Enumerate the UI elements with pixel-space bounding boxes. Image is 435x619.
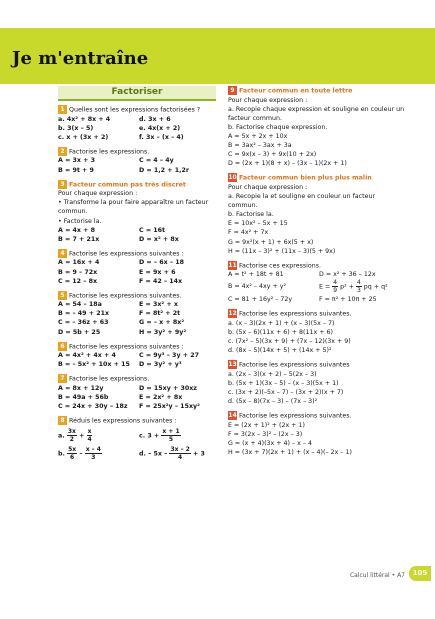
expression: e. 4x(x + 2) [139,124,181,132]
expression: E = 3x² + x [139,301,178,309]
expression: C = 9y³ – 3y + 27 [139,352,199,360]
expression: A = t² + 18t + 81 [228,271,284,279]
instruction: Pour chaque expression : [58,190,138,198]
instruction: b. Factorise chaque expression. [228,123,328,131]
expression: B = 3ax² – 3ax + 3a [228,142,292,150]
expression: F = 8t² + 2t [139,310,181,318]
expression: b. (5x – 6)(11x + 6) + 8(11x + 6) [228,329,333,337]
expression: A = 16x + 4 [58,259,100,267]
expression: D = x² + 8x [139,235,179,243]
exercise-12 [228,309,406,355]
exercise-number: 12 [228,310,237,318]
instruction: a. Recopie la et souligne en couleur un facteur commun. [228,193,376,210]
exercise-number: 4 [58,249,67,258]
expression: B = 9 – 72x [58,268,98,276]
exercise-question: Réduis les expressions suivantes : [69,417,177,425]
exercise-number: 1 [58,105,67,114]
exercise-number: 2 [58,147,67,156]
exercise-2 [58,147,216,175]
expression: H = (3x + 7)(2x + 1) + (x – 4)(– 2x – 1) [228,449,352,457]
expression: c. x + (3x + 2) [58,133,109,141]
exercise-5 [58,291,216,337]
instruction-bullet: • Factorise la. [58,217,216,226]
expression: d. (5x – 8)(7x – 3) – (7x – 3)² [228,398,318,406]
footer-text: Calcul littéral • A7 [349,572,405,579]
exercise-11 [228,261,406,305]
expression: A = 54 – 18a [58,301,102,309]
expression: C = 16t [139,226,166,234]
page-number: 105 [409,566,431,581]
instruction: a. Recopie chaque expression et souligne en couleur un facteur commun. [228,105,405,122]
expression-a: a. $\frac{3x}{2}$ + $\frac{x}{4}$ [58,427,92,443]
expression: C = 4 – 4y [139,157,174,165]
instruction: Pour chaque expression : [228,96,308,104]
exercise-number: 7 [58,374,67,383]
expression: E = 10x² – 5x + 15 [228,220,288,228]
left-column [58,86,216,466]
exercise-question: Factorise les expressions suivantes. [239,310,352,318]
exercise-7 [58,374,216,411]
expression: H = (11x – 3)² + (11x – 3)(5 + 9x) [228,247,336,255]
exercise-3 [58,180,216,244]
expression-b: b. $\frac{5x}{6}$ – $\frac{x - 4}{3}$ [58,445,101,461]
expression: G = – x + 8x² [139,319,185,327]
expression: A = 5x + 2x + 10x [228,132,288,140]
expression: a. 4x² + 8x + 4 [58,115,111,123]
exercise-4 [58,249,216,286]
exercise-question: Factorise les expressions suivantes : [69,343,184,351]
section-title: Factoriser [58,86,216,101]
expression: C = 24x + 30y – 18z [58,403,128,411]
exercise-question: Facteur commun bien plus plus malin [239,174,372,182]
instruction-bullet: • Transforme la pour faire apparaître un facteur commun. [58,198,216,216]
expression: B = 7 + 21x [58,235,100,243]
expression: c. (7x² – 5)(3x + 9) + (7x – 12)(3x + 9) [228,338,351,346]
expression: A = 3x + 3 [58,157,96,165]
exercise-question: Facteur commun pas très discret [69,181,186,189]
expression: b. (5x + 1)(3x – 5) – (x – 3)(5x + 1) [228,380,339,388]
exercise-6 [58,342,216,370]
exercise-1 [58,105,216,142]
expression: F = 42 – 14x [139,277,183,285]
top-band [0,0,435,28]
exercise-number: 9 [228,86,237,95]
exercise-13 [228,360,406,406]
expression: F = 25x²y – 15xy² [139,403,200,411]
expression: f. 3x – (x – 4) [139,133,184,141]
instruction: b. Factorise la. [228,211,274,219]
expression: D = 3y² + y³ [139,361,182,369]
expression: D = (2x + 1)(8 + x) – (3x – 1)(2x + 1) [228,160,347,168]
exercise-question: Factorise les expressions suivantes [239,361,350,369]
exercise-9 [228,86,406,168]
expression: A = 4x + 8 [58,226,96,234]
expression: B = 4x² – 4xy + y² [228,283,286,291]
expression: D = 1,2 + 1,2r [139,166,189,174]
expression: B = 49a + 56b [58,394,109,402]
expression: F = π² + 10π + 25 [319,296,377,304]
expression: B = 9t + 9 [58,166,94,174]
expression: E = (2x + 1)² + (2x + 1) [228,422,305,429]
expression-d: d. – 5x – $\frac{3x - 2}{4}$ + 3 [139,445,205,461]
expression: D = – 6x – 18 [139,259,184,267]
expression: H = 3y² + 9y² [139,328,187,336]
expression: a. (x – 3)(2x + 1) + (x – 3)(5x – 7) [228,320,335,328]
exercise-14 [228,411,406,457]
exercise-8 [58,416,216,461]
exercise-number: 14 [228,412,237,420]
instruction: Pour chaque expression : [228,183,308,191]
exercise-question: Facteur commun en toute lettre [239,87,353,95]
expression: E = $\frac{4}{9}$ p² + $\frac{4}{3}$ pq + q² [319,279,388,295]
exercise-number: 10 [228,174,237,182]
expression: C = 9x(x – 3) + 9x(10 + 2x) [228,151,317,159]
expression: F = 4x² + 7x [228,229,269,237]
expression: A = 8x + 12y [58,385,104,393]
expression: E = 2x² + 8x [139,394,183,402]
expression: B = – 49 + 21x [58,310,110,318]
expression: A = 4x² + 4x + 4 [58,352,116,360]
expression: C = – 36z + 63 [58,319,109,327]
exercise-number: 8 [58,416,67,425]
expression: C = 81 + 16y² – 72y [228,296,293,304]
expression: F = 3(2x – 3)² – (2x – 3) [228,431,303,439]
exercise-question: Factorise les expressions. [69,148,150,156]
expression: D = x² + 36 – 12x [319,271,376,279]
exercise-question: Factorise les expressions suivantes : [69,250,184,258]
expression: B = – 5x² + 10x + 15 [58,361,130,369]
exercise-number: 11 [228,261,237,269]
exercise-question: Quelles sont les expressions factorisées ? [69,106,201,114]
exercise-10 [228,173,406,255]
exercise-number: 5 [58,291,67,300]
exercise-number: 6 [58,342,67,351]
exercise-question: Factorise les expressions suivantes. [239,412,352,420]
exercise-question: Factorise les expressions suivantes. [69,292,182,300]
expression: a. (2x – 3)(x + 2) – 5(2x – 3) [228,371,317,379]
right-column [228,86,406,462]
expression: G = 9x²(x + 1) + 6x(5 + x) [228,238,314,246]
expression: c. (3x + 2)(–5x – 7) – (3x + 2)(x + 7) [228,389,344,397]
exercise-number: 13 [228,361,237,369]
exercise-question: Factorise les expressions. [69,375,150,383]
expression: D = 5b + 25 [58,328,101,336]
expression-c: c. 3 + $\frac{x + 1}{5}$ [139,427,180,443]
expression: D = 15xy + 30xz [139,385,197,393]
expression: C = 12 – 8x [58,277,98,285]
expression: d. 3x + 6 [139,115,171,123]
page-title: Je m'entraîne [12,48,149,69]
expression: E = 9x + 6 [139,268,176,276]
expression: G = (x + 4)(3x + 4) – x – 4 [228,440,313,448]
exercise-number: 3 [58,180,67,189]
expression: d. (8x – 5)(14x + 5) + (14x + 5)² [228,347,332,355]
exercise-question: Factorise ces expressions. [239,262,322,270]
expression: b. 3(x – 5) [58,124,94,132]
